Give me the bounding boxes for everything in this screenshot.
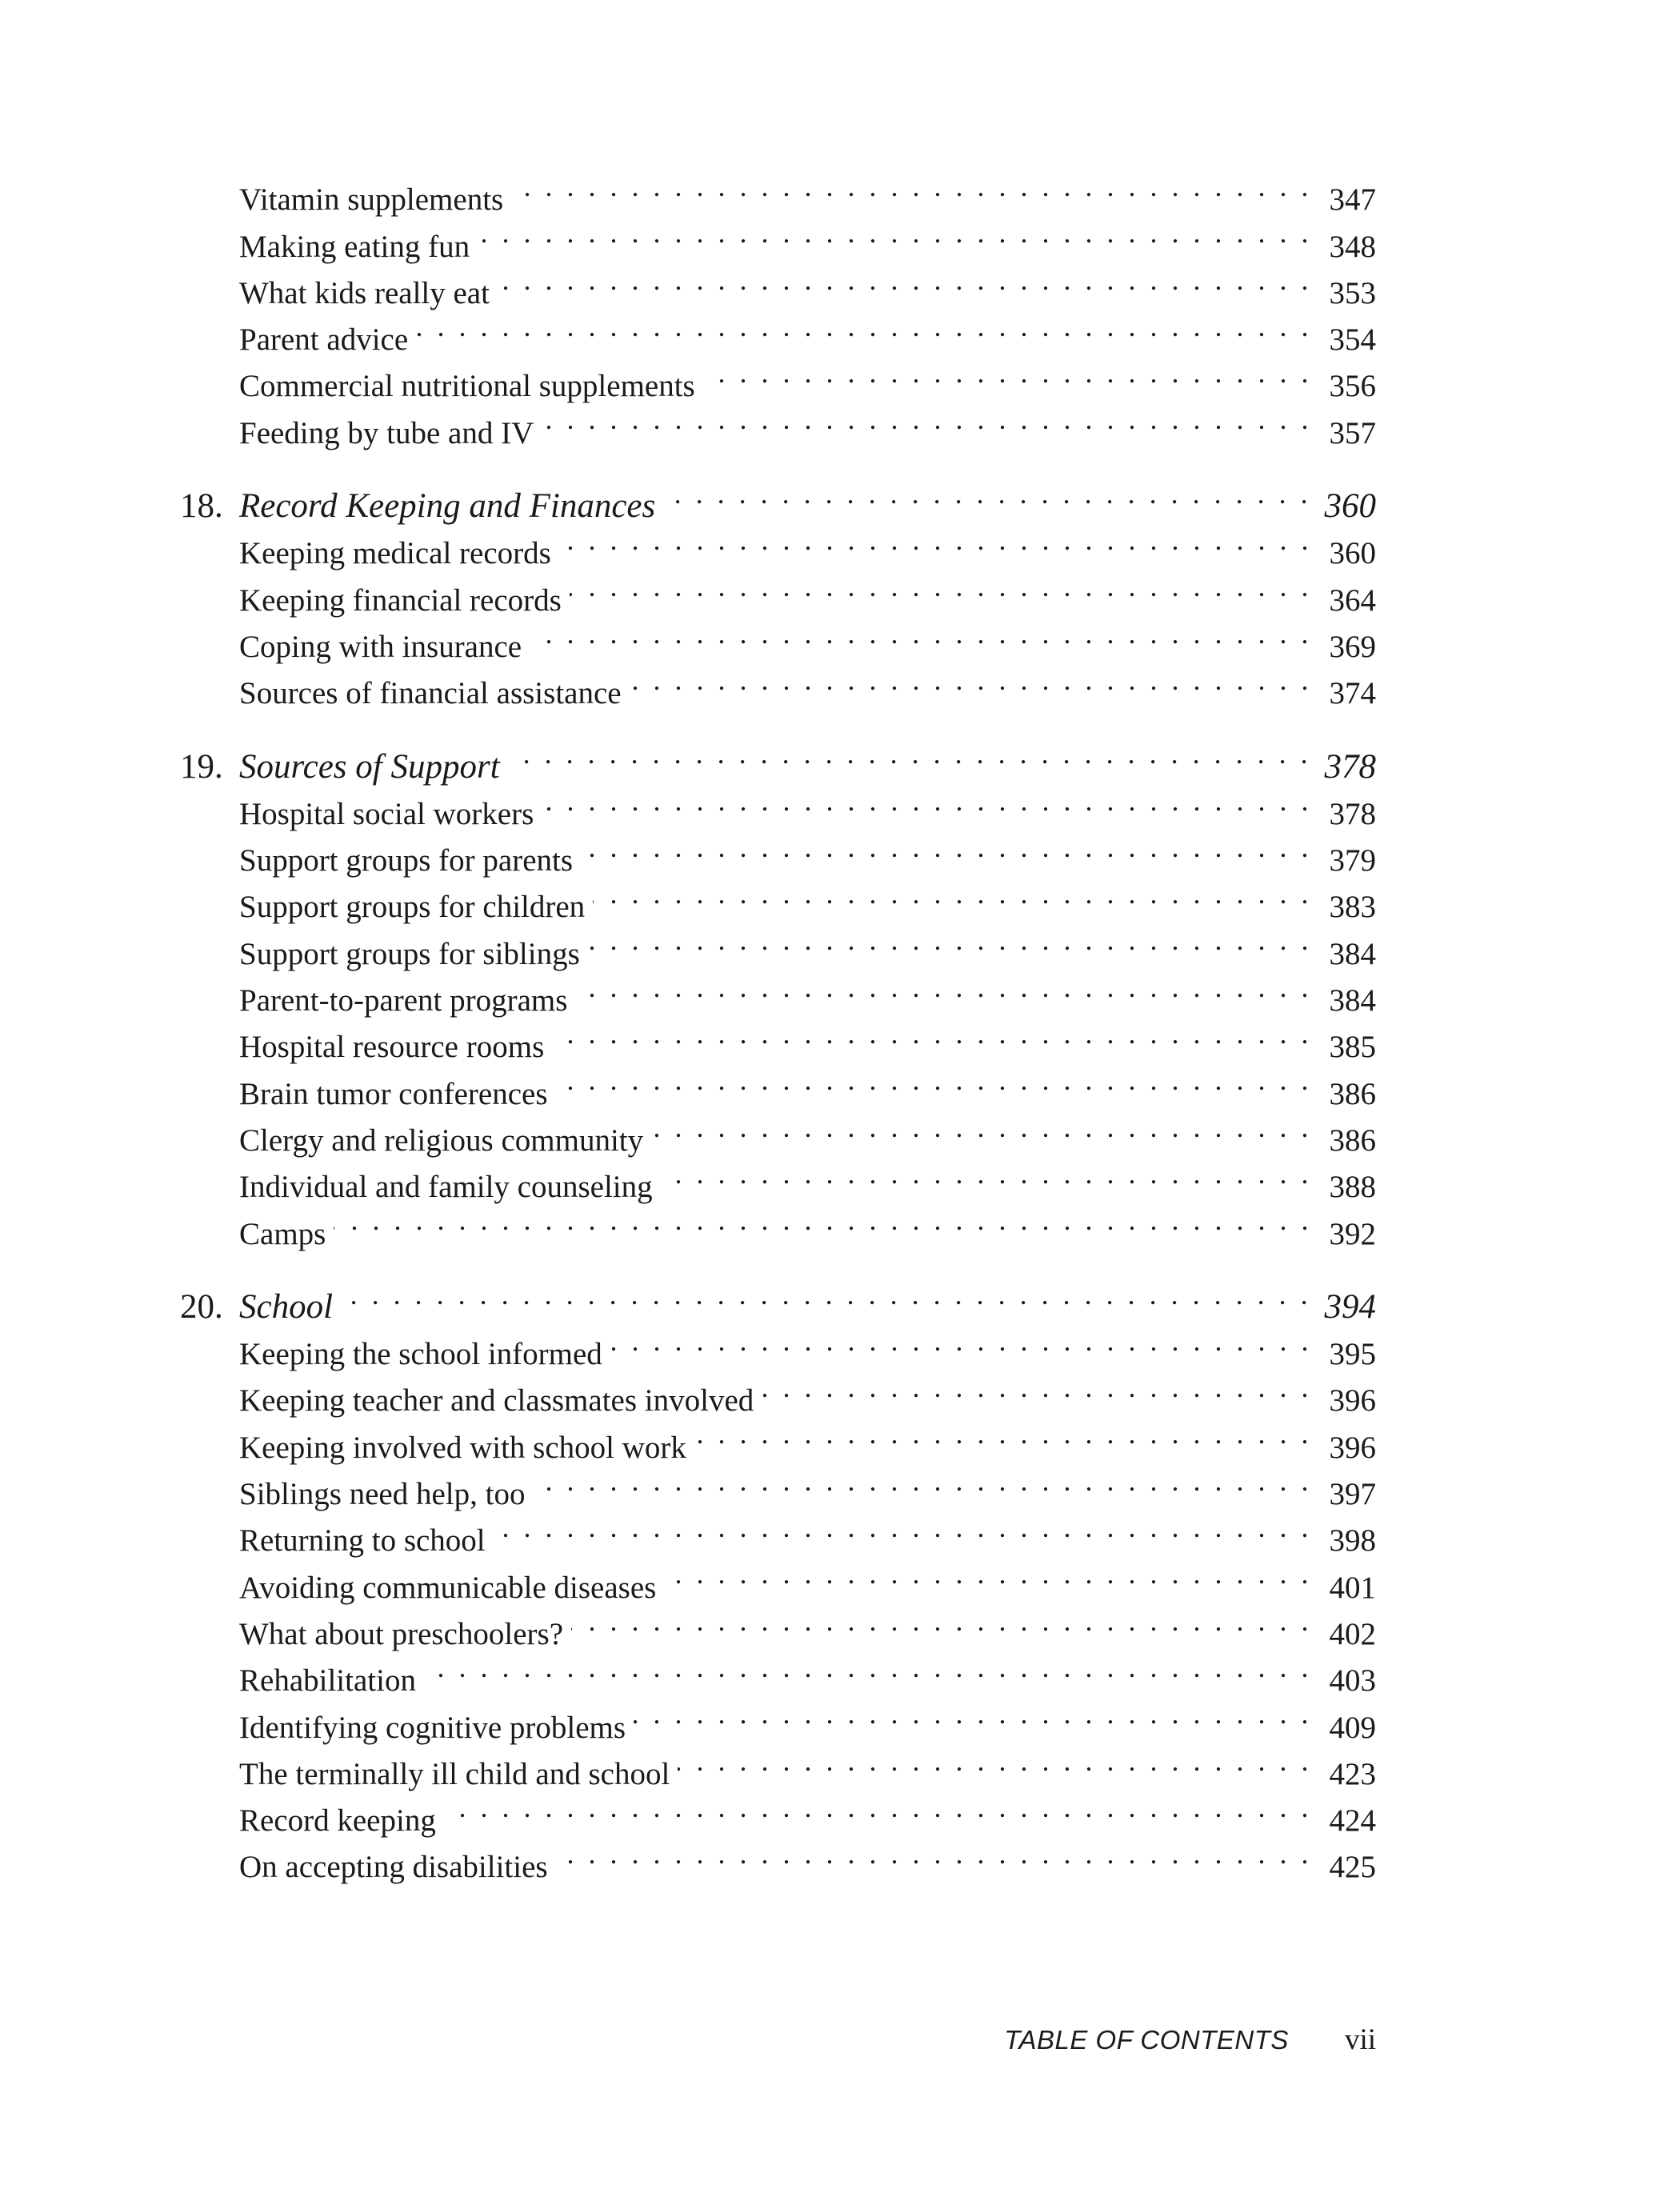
entry-title: Keeping involved with school work <box>239 1430 686 1465</box>
entry-page-number: 378 <box>1329 796 1376 831</box>
entry-title: Hospital resource rooms <box>239 1030 545 1065</box>
dot-leader <box>542 396 1312 442</box>
entry-page-number: 423 <box>1329 1756 1376 1791</box>
entry-page-number: 385 <box>1329 1030 1376 1065</box>
dot-leader <box>651 1104 1312 1151</box>
chapter-title: Record Keeping and Finances <box>239 487 656 526</box>
dot-leader <box>530 610 1312 657</box>
dot-leader <box>542 778 1312 824</box>
entry-title: What kids really eat <box>239 275 490 310</box>
entry-page-number: 398 <box>1329 1523 1376 1559</box>
entry-page-number: 386 <box>1329 1123 1376 1158</box>
entry-title: Record keeping <box>239 1803 436 1839</box>
entry-page-number: 354 <box>1329 322 1376 358</box>
page-footer <box>960 2023 1376 2071</box>
dot-leader <box>334 1197 1312 1243</box>
dot-leader <box>424 1644 1312 1691</box>
entry-page-number: 392 <box>1329 1216 1376 1251</box>
dot-leader <box>494 1504 1312 1551</box>
dot-leader <box>762 1364 1312 1411</box>
chapter-number: 19. <box>180 747 223 786</box>
entry-page-number: 401 <box>1329 1570 1376 1605</box>
entry-title: Support groups for parents <box>239 843 574 878</box>
dot-leader <box>663 470 1312 517</box>
dot-leader <box>588 917 1312 963</box>
chapter-heading[interactable] <box>180 730 1376 786</box>
entry-title: Coping with insurance <box>239 629 522 664</box>
entry-page-number: 348 <box>1329 229 1376 264</box>
entry-title: Clergy and religious community <box>239 1123 644 1158</box>
entry-page-number: 374 <box>1329 676 1376 711</box>
entry-page-number: 397 <box>1329 1477 1376 1512</box>
entry-page-number: 384 <box>1329 936 1376 971</box>
dot-leader <box>511 163 1312 210</box>
entry-page-number: 357 <box>1329 415 1376 450</box>
entry-page-number: 395 <box>1329 1337 1376 1372</box>
chapter-page-number: 394 <box>1324 1287 1376 1326</box>
dot-leader <box>634 1691 1312 1737</box>
dot-leader <box>703 350 1312 396</box>
chapter-title: School <box>239 1287 334 1326</box>
entry-title: What about preschoolers? <box>239 1616 564 1651</box>
chapter-heading[interactable] <box>180 1271 1376 1326</box>
entry-page-number: 364 <box>1329 582 1376 618</box>
entry-title: Siblings need help, too <box>239 1477 526 1512</box>
dot-leader <box>694 1411 1312 1457</box>
dot-leader <box>571 1598 1312 1644</box>
entry-page-number: 369 <box>1329 629 1376 664</box>
entry-title: Hospital social workers <box>239 796 534 831</box>
dot-leader <box>630 657 1312 703</box>
entry-page-number: 424 <box>1329 1803 1376 1839</box>
toc-entry[interactable] <box>180 1197 1376 1251</box>
entry-page-number: 383 <box>1329 890 1376 925</box>
table-of-contents <box>180 163 1376 1885</box>
entry-page-number: 386 <box>1329 1076 1376 1111</box>
entry-page-number: 388 <box>1329 1170 1376 1205</box>
entry-title: Keeping medical records <box>239 536 551 571</box>
entry-title: Keeping the school informed <box>239 1337 602 1372</box>
entry-title: Rehabilitation <box>239 1663 416 1699</box>
entry-title: Keeping financial records <box>239 582 562 618</box>
entry-title: Making eating fun <box>239 229 470 264</box>
toc-entry[interactable] <box>180 163 1376 218</box>
dot-leader <box>478 210 1312 256</box>
entry-title: Individual and family counseling <box>239 1170 653 1205</box>
entry-page-number: 353 <box>1329 275 1376 310</box>
toc-entry[interactable] <box>180 1318 1376 1372</box>
entry-title: Support groups for siblings <box>239 936 580 971</box>
entry-title: Support groups for children <box>239 890 586 925</box>
dot-leader <box>556 1057 1312 1103</box>
dot-leader <box>570 563 1312 610</box>
dot-leader <box>581 824 1312 870</box>
dot-leader <box>575 964 1312 1010</box>
dot-leader <box>508 730 1312 777</box>
dot-leader <box>444 1784 1312 1831</box>
entry-page-number: 403 <box>1329 1663 1376 1699</box>
dot-leader <box>552 1010 1312 1057</box>
entry-page-number: 409 <box>1329 1710 1376 1745</box>
entry-title: Parent-to-parent programs <box>239 983 568 1018</box>
entry-title: Brain tumor conferences <box>239 1076 548 1111</box>
chapter-number: 18. <box>180 487 223 526</box>
dot-leader <box>559 517 1312 563</box>
entry-page-number: 402 <box>1329 1616 1376 1651</box>
dot-leader <box>533 1458 1312 1504</box>
dot-leader <box>556 1831 1312 1877</box>
running-footer-label: TABLE OF CONTENTS <box>1004 2025 1289 2055</box>
entry-title: Parent advice <box>239 322 409 358</box>
entry-title: Keeping teacher and classmates involved <box>239 1383 754 1419</box>
entry-title: Camps <box>239 1216 326 1251</box>
entry-page-number: 425 <box>1329 1850 1376 1885</box>
chapter-page-number: 378 <box>1324 747 1376 786</box>
chapter-heading[interactable] <box>180 470 1376 526</box>
entry-page-number: 384 <box>1329 983 1376 1018</box>
entry-page-number: 360 <box>1329 536 1376 571</box>
dot-leader <box>610 1318 1312 1364</box>
entry-title: On accepting disabilities <box>239 1850 548 1885</box>
entry-page-number: 396 <box>1329 1383 1376 1419</box>
entry-page-number: 379 <box>1329 843 1376 878</box>
entry-title: Feeding by tube and IV <box>239 415 534 450</box>
dot-leader <box>341 1271 1312 1318</box>
dot-leader <box>678 1738 1312 1784</box>
dot-leader <box>593 870 1312 917</box>
entry-title: Vitamin supplements <box>239 182 504 218</box>
dot-leader <box>416 303 1312 350</box>
entry-title: The terminally ill child and school <box>239 1756 670 1791</box>
entry-title: Avoiding communicable diseases <box>239 1570 657 1605</box>
dot-leader <box>664 1551 1312 1597</box>
entry-title: Sources of financial assistance <box>239 676 622 711</box>
chapter-number: 20. <box>180 1287 223 1326</box>
dot-leader <box>498 257 1312 303</box>
page-number: vii <box>1344 2023 1376 2056</box>
entry-page-number: 347 <box>1329 182 1376 218</box>
chapter-title: Sources of Support <box>239 747 500 786</box>
entry-title: Returning to school <box>239 1523 486 1559</box>
entry-title: Commercial nutritional supplements <box>239 369 695 404</box>
chapter-page-number: 360 <box>1324 487 1376 526</box>
entry-title: Identifying cognitive problems <box>239 1710 626 1745</box>
entry-page-number: 396 <box>1329 1430 1376 1465</box>
dot-leader <box>661 1151 1312 1197</box>
entry-page-number: 356 <box>1329 369 1376 404</box>
